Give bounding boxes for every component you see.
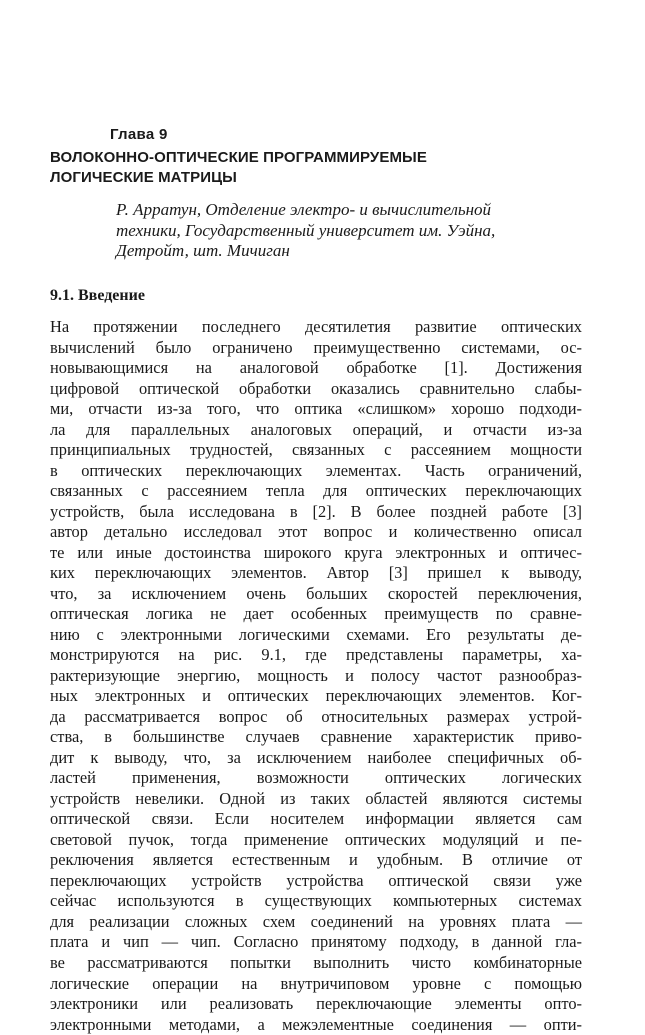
text-line: принципиальных трудностей, связанных с рассеянием мощности <box>50 440 582 460</box>
text-line: оптической связи. Если носителем информации является сам <box>50 809 582 829</box>
text-line: дит к выводу, что, за исключением наиболее специфичных об- <box>50 747 582 767</box>
chapter-title <box>50 148 570 188</box>
text-line: сейчас используются в существующих компьютерных системах <box>50 891 582 911</box>
text-line: электронными методами, а межэлементные соединения — опти- <box>50 1014 582 1034</box>
author-line: Детройт, шт. Мичиган <box>116 241 290 260</box>
text-line: световой пучок, тогда применение оптических модуляций и пе- <box>50 829 582 849</box>
text-line: логические операции на внутричиповом уровне с помощью <box>50 973 582 993</box>
chapter-number: Глава 9 <box>110 126 168 143</box>
text-line: ких переключающих элементов. Автор [3] пришел к выводу, <box>50 563 582 583</box>
text-line: ми, отчасти из-за того, что оптика «слишком» хорошо подходи- <box>50 399 582 419</box>
text-line: ластей применения, возможности оптических логических <box>50 768 582 788</box>
author-line: техники, Государственный университет им. Уэйна, <box>116 220 496 240</box>
text-line: рактеризующие энергию, мощность и полосу частот разнообраз- <box>50 665 582 685</box>
text-line: для реализации сложных схем соединений на уровнях плата — <box>50 911 582 931</box>
text-line: в оптических переключающих элементах. Часть ограничений, <box>50 460 582 480</box>
text-line: устройств, была исследована в [2]. В более поздней работе [3] <box>50 501 582 521</box>
text-line: автор детально исследовал этот вопрос и количественно описал <box>50 522 582 542</box>
author-line: Р. Арратун, Отделение электро- и вычислительной <box>116 200 492 219</box>
text-line: цифровой оптической обработки оказались сравнительно слабы- <box>50 378 582 398</box>
text-line: оптическая логика не дает особенных преимуществ по сравне- <box>50 604 582 624</box>
text-line: ве рассматриваются попытки выполнить чисто комбинаторные <box>50 952 582 972</box>
text-line: плата и чип — чип. Согласно принятому подходу, в данной гла- <box>50 932 582 952</box>
text-line: На протяжении последнего десятилетия развитие оптических <box>50 317 582 336</box>
text-line: новывающимися на аналоговой обработке [1]. Достижения <box>50 358 582 378</box>
section-heading: 9.1. Введение <box>50 287 145 304</box>
author-affiliation <box>116 200 556 262</box>
text-line: что, за исключением очень больших скоростей переключения, <box>50 583 582 603</box>
chapter-title-line: ЛОГИЧЕСКИЕ МАТРИЦЫ <box>50 169 237 186</box>
body-paragraph <box>50 317 582 1035</box>
text-line: устройств невелики. Одной из таких областей являются системы <box>50 788 582 808</box>
chapter-title-line: ВОЛОКОННО-ОПТИЧЕСКИЕ ПРОГРАММИРУЕМЫЕ <box>50 149 427 166</box>
text-line: монстрируются на рис. 9.1, где представлены параметры, ха- <box>50 645 582 665</box>
text-line: связанных с рассеянием тепла для оптических переключающих <box>50 481 582 501</box>
text-line: переключающих устройств устройства оптической связи уже <box>50 870 582 890</box>
text-line: реключения является естественным и удобным. В отличие от <box>50 850 582 870</box>
text-line: те или иные достоинства широкого круга электронных и оптичес- <box>50 542 582 562</box>
text-line: ла для параллельных аналоговых операций, и отчасти из-за <box>50 419 582 439</box>
text-line: да рассматривается вопрос об относительных размерах устрой- <box>50 706 582 726</box>
text-line: ных электронных и оптических переключающих элементов. Ког- <box>50 686 582 706</box>
text-line: вычислений было ограничено преимущественно системами, ос- <box>50 337 582 357</box>
text-line: ства, в большинстве случаев сравнение характеристик приво- <box>50 727 582 747</box>
text-line: нию с электронными логическими схемами. Его результаты де- <box>50 624 582 644</box>
text-line: электроники или реализовать переключающие элементы опто- <box>50 994 582 1014</box>
